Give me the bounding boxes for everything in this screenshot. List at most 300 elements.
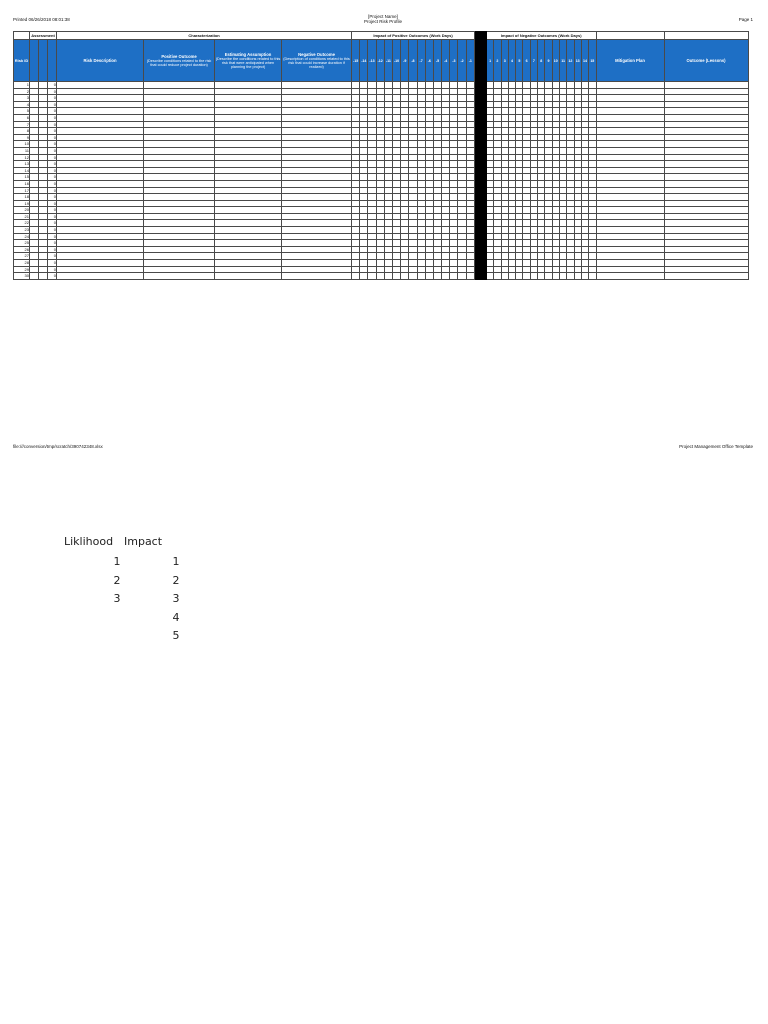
table-cell[interactable]	[559, 253, 566, 260]
table-cell[interactable]	[450, 108, 458, 115]
table-cell[interactable]	[30, 187, 39, 194]
table-cell[interactable]	[425, 194, 433, 201]
table-cell[interactable]	[574, 194, 581, 201]
table-cell[interactable]	[501, 154, 508, 161]
table-cell[interactable]	[574, 260, 581, 267]
table-cell[interactable]	[589, 273, 596, 280]
table-cell[interactable]	[567, 194, 574, 201]
table-cell[interactable]	[215, 266, 282, 273]
table-cell[interactable]	[508, 95, 515, 102]
table-cell[interactable]	[376, 121, 384, 128]
table-cell[interactable]	[552, 220, 559, 227]
table-cell[interactable]	[538, 246, 545, 253]
table-cell[interactable]	[458, 246, 466, 253]
table-cell[interactable]	[589, 213, 596, 220]
table-cell[interactable]	[384, 233, 392, 240]
table-cell[interactable]	[433, 207, 441, 214]
table-cell[interactable]	[508, 88, 515, 95]
table-cell[interactable]	[486, 220, 493, 227]
table-cell[interactable]	[433, 101, 441, 108]
table-cell[interactable]	[442, 141, 450, 148]
table-cell[interactable]	[450, 147, 458, 154]
table-cell[interactable]	[57, 207, 144, 214]
table-cell[interactable]	[589, 246, 596, 253]
table-cell[interactable]	[530, 200, 537, 207]
table-cell[interactable]	[376, 180, 384, 187]
table-cell[interactable]	[425, 213, 433, 220]
table-cell[interactable]	[538, 167, 545, 174]
table-cell[interactable]	[368, 253, 376, 260]
table-cell[interactable]	[30, 233, 39, 240]
table-cell[interactable]	[384, 253, 392, 260]
table-cell[interactable]	[486, 180, 493, 187]
table-cell[interactable]	[538, 174, 545, 181]
table-cell[interactable]	[589, 95, 596, 102]
table-cell[interactable]	[368, 213, 376, 220]
table-cell[interactable]	[458, 82, 466, 89]
table-cell[interactable]	[501, 266, 508, 273]
table-cell[interactable]	[486, 213, 493, 220]
table-cell[interactable]	[574, 114, 581, 121]
table-cell[interactable]	[392, 213, 400, 220]
table-cell[interactable]	[530, 213, 537, 220]
table-cell[interactable]	[545, 174, 552, 181]
table-cell[interactable]	[596, 227, 664, 234]
table-cell[interactable]	[450, 95, 458, 102]
table-cell[interactable]	[384, 174, 392, 181]
table-cell[interactable]	[581, 174, 588, 181]
table-cell[interactable]	[530, 207, 537, 214]
table-cell[interactable]	[538, 108, 545, 115]
table-cell[interactable]	[384, 161, 392, 168]
table-cell[interactable]	[144, 266, 215, 273]
table-cell[interactable]	[552, 154, 559, 161]
table-cell[interactable]	[39, 128, 48, 135]
table-cell[interactable]	[384, 246, 392, 253]
table-cell[interactable]	[516, 273, 523, 280]
table-cell[interactable]	[392, 227, 400, 234]
table-cell[interactable]	[30, 174, 39, 181]
table-cell[interactable]	[508, 194, 515, 201]
table-cell[interactable]	[494, 194, 501, 201]
table-cell[interactable]	[664, 101, 748, 108]
table-cell[interactable]	[523, 253, 530, 260]
table-cell[interactable]	[384, 207, 392, 214]
table-cell[interactable]	[552, 114, 559, 121]
table-cell[interactable]	[559, 207, 566, 214]
table-cell[interactable]	[433, 273, 441, 280]
table-cell[interactable]	[494, 95, 501, 102]
table-cell[interactable]	[523, 187, 530, 194]
table-cell[interactable]	[352, 154, 360, 161]
table-cell[interactable]	[494, 187, 501, 194]
table-cell[interactable]	[409, 147, 417, 154]
table-cell[interactable]	[589, 88, 596, 95]
table-cell[interactable]	[30, 167, 39, 174]
table-cell[interactable]	[39, 174, 48, 181]
table-cell[interactable]	[360, 233, 368, 240]
table-cell[interactable]	[574, 200, 581, 207]
table-cell[interactable]	[144, 95, 215, 102]
table-cell[interactable]	[516, 246, 523, 253]
table-cell[interactable]	[552, 134, 559, 141]
table-cell[interactable]	[433, 167, 441, 174]
table-cell[interactable]	[392, 95, 400, 102]
table-cell[interactable]	[352, 141, 360, 148]
table-cell[interactable]	[589, 240, 596, 247]
table-cell[interactable]	[433, 134, 441, 141]
table-cell[interactable]	[545, 108, 552, 115]
table-cell[interactable]	[368, 167, 376, 174]
table-cell[interactable]	[360, 141, 368, 148]
table-cell[interactable]	[282, 240, 352, 247]
table-cell[interactable]	[530, 180, 537, 187]
table-cell[interactable]	[574, 88, 581, 95]
table-cell[interactable]	[596, 194, 664, 201]
table-cell[interactable]	[425, 101, 433, 108]
table-cell[interactable]	[501, 200, 508, 207]
table-cell[interactable]	[425, 134, 433, 141]
table-cell[interactable]	[442, 180, 450, 187]
table-cell[interactable]	[376, 154, 384, 161]
table-cell[interactable]	[57, 101, 144, 108]
table-cell[interactable]	[552, 200, 559, 207]
table-cell[interactable]	[409, 161, 417, 168]
table-cell[interactable]	[425, 161, 433, 168]
table-cell[interactable]	[392, 82, 400, 89]
table-cell[interactable]	[368, 134, 376, 141]
table-cell[interactable]	[360, 154, 368, 161]
table-cell[interactable]	[384, 167, 392, 174]
table-cell[interactable]	[442, 253, 450, 260]
table-cell[interactable]	[508, 128, 515, 135]
table-cell[interactable]	[384, 227, 392, 234]
table-cell[interactable]	[352, 88, 360, 95]
table-cell[interactable]	[538, 82, 545, 89]
table-cell[interactable]	[401, 161, 409, 168]
table-cell[interactable]	[384, 128, 392, 135]
table-cell[interactable]	[530, 161, 537, 168]
table-cell[interactable]	[39, 180, 48, 187]
table-cell[interactable]	[559, 240, 566, 247]
table-cell[interactable]	[450, 266, 458, 273]
table-cell[interactable]	[409, 200, 417, 207]
table-cell[interactable]	[664, 240, 748, 247]
table-cell[interactable]	[433, 82, 441, 89]
table-cell[interactable]	[581, 207, 588, 214]
table-cell[interactable]	[417, 180, 425, 187]
table-cell[interactable]	[664, 200, 748, 207]
table-cell[interactable]	[567, 161, 574, 168]
table-cell[interactable]	[508, 220, 515, 227]
table-cell[interactable]	[508, 114, 515, 121]
table-cell[interactable]	[39, 82, 48, 89]
table-cell[interactable]	[458, 200, 466, 207]
table-cell[interactable]	[552, 213, 559, 220]
table-cell[interactable]	[486, 207, 493, 214]
table-cell[interactable]	[450, 253, 458, 260]
table-cell[interactable]	[574, 82, 581, 89]
table-cell[interactable]	[384, 266, 392, 273]
table-cell[interactable]	[442, 233, 450, 240]
table-cell[interactable]	[486, 253, 493, 260]
table-cell[interactable]	[552, 121, 559, 128]
table-cell[interactable]	[466, 227, 474, 234]
table-cell[interactable]	[494, 121, 501, 128]
table-cell[interactable]	[144, 174, 215, 181]
table-cell[interactable]	[352, 147, 360, 154]
table-cell[interactable]	[545, 253, 552, 260]
table-cell[interactable]	[352, 194, 360, 201]
table-cell[interactable]	[433, 233, 441, 240]
table-cell[interactable]	[433, 154, 441, 161]
table-cell[interactable]	[352, 180, 360, 187]
table-cell[interactable]	[450, 246, 458, 253]
table-cell[interactable]	[589, 161, 596, 168]
table-cell[interactable]	[523, 147, 530, 154]
table-cell[interactable]	[552, 227, 559, 234]
table-cell[interactable]	[425, 180, 433, 187]
table-cell[interactable]	[144, 167, 215, 174]
table-cell[interactable]	[215, 246, 282, 253]
table-cell[interactable]	[494, 213, 501, 220]
table-cell[interactable]	[360, 95, 368, 102]
table-cell[interactable]	[530, 194, 537, 201]
table-cell[interactable]	[384, 240, 392, 247]
table-cell[interactable]	[442, 154, 450, 161]
table-cell[interactable]	[559, 88, 566, 95]
table-cell[interactable]	[215, 200, 282, 207]
table-cell[interactable]	[494, 147, 501, 154]
table-cell[interactable]	[501, 147, 508, 154]
table-cell[interactable]	[144, 207, 215, 214]
table-cell[interactable]	[215, 128, 282, 135]
table-cell[interactable]	[215, 114, 282, 121]
table-cell[interactable]	[567, 121, 574, 128]
table-cell[interactable]	[501, 108, 508, 115]
table-cell[interactable]	[401, 174, 409, 181]
table-cell[interactable]	[516, 167, 523, 174]
table-cell[interactable]	[450, 227, 458, 234]
table-cell[interactable]	[425, 246, 433, 253]
table-cell[interactable]	[559, 128, 566, 135]
table-cell[interactable]	[581, 121, 588, 128]
table-cell[interactable]	[589, 200, 596, 207]
table-cell[interactable]	[545, 273, 552, 280]
table-cell[interactable]	[538, 88, 545, 95]
table-cell[interactable]	[450, 134, 458, 141]
table-cell[interactable]	[282, 88, 352, 95]
table-cell[interactable]	[368, 161, 376, 168]
table-cell[interactable]	[39, 141, 48, 148]
table-cell[interactable]	[466, 187, 474, 194]
table-cell[interactable]	[596, 167, 664, 174]
table-cell[interactable]	[567, 174, 574, 181]
table-cell[interactable]	[368, 114, 376, 121]
table-cell[interactable]	[376, 260, 384, 267]
table-cell[interactable]	[589, 82, 596, 89]
table-cell[interactable]	[530, 88, 537, 95]
table-cell[interactable]	[417, 246, 425, 253]
table-cell[interactable]	[360, 240, 368, 247]
table-cell[interactable]	[508, 207, 515, 214]
table-cell[interactable]	[376, 88, 384, 95]
table-cell[interactable]	[57, 95, 144, 102]
table-cell[interactable]	[581, 253, 588, 260]
table-cell[interactable]	[57, 114, 144, 121]
table-cell[interactable]	[596, 147, 664, 154]
table-cell[interactable]	[559, 114, 566, 121]
table-cell[interactable]	[417, 174, 425, 181]
table-cell[interactable]	[450, 233, 458, 240]
table-cell[interactable]	[282, 108, 352, 115]
table-cell[interactable]	[57, 121, 144, 128]
table-cell[interactable]	[282, 101, 352, 108]
table-cell[interactable]	[392, 266, 400, 273]
table-cell[interactable]	[433, 187, 441, 194]
table-cell[interactable]	[376, 233, 384, 240]
table-cell[interactable]	[215, 147, 282, 154]
table-cell[interactable]	[360, 207, 368, 214]
table-cell[interactable]	[581, 154, 588, 161]
table-cell[interactable]	[409, 88, 417, 95]
table-cell[interactable]	[596, 154, 664, 161]
table-cell[interactable]	[508, 273, 515, 280]
table-cell[interactable]	[392, 207, 400, 214]
table-cell[interactable]	[384, 200, 392, 207]
table-cell[interactable]	[538, 240, 545, 247]
table-cell[interactable]	[409, 174, 417, 181]
table-cell[interactable]	[450, 154, 458, 161]
table-cell[interactable]	[494, 273, 501, 280]
table-cell[interactable]	[567, 134, 574, 141]
table-cell[interactable]	[417, 227, 425, 234]
table-cell[interactable]	[664, 187, 748, 194]
table-cell[interactable]	[567, 128, 574, 135]
table-cell[interactable]	[442, 147, 450, 154]
table-cell[interactable]	[425, 95, 433, 102]
table-cell[interactable]	[144, 273, 215, 280]
table-cell[interactable]	[559, 180, 566, 187]
table-cell[interactable]	[458, 154, 466, 161]
table-cell[interactable]	[664, 227, 748, 234]
table-cell[interactable]	[442, 161, 450, 168]
table-cell[interactable]	[433, 108, 441, 115]
table-cell[interactable]	[523, 88, 530, 95]
table-cell[interactable]	[368, 240, 376, 247]
table-cell[interactable]	[596, 240, 664, 247]
table-cell[interactable]	[425, 154, 433, 161]
table-cell[interactable]	[368, 194, 376, 201]
table-cell[interactable]	[144, 200, 215, 207]
table-cell[interactable]	[57, 253, 144, 260]
table-cell[interactable]	[352, 121, 360, 128]
table-cell[interactable]	[596, 121, 664, 128]
table-cell[interactable]	[57, 266, 144, 273]
table-cell[interactable]	[494, 108, 501, 115]
table-cell[interactable]	[523, 240, 530, 247]
table-cell[interactable]	[516, 227, 523, 234]
table-cell[interactable]	[30, 227, 39, 234]
table-cell[interactable]	[360, 227, 368, 234]
table-cell[interactable]	[409, 220, 417, 227]
table-cell[interactable]	[458, 194, 466, 201]
table-cell[interactable]	[581, 260, 588, 267]
table-cell[interactable]	[466, 246, 474, 253]
table-cell[interactable]	[567, 253, 574, 260]
table-cell[interactable]	[574, 154, 581, 161]
table-cell[interactable]	[401, 227, 409, 234]
table-cell[interactable]	[596, 128, 664, 135]
table-cell[interactable]	[215, 207, 282, 214]
table-cell[interactable]	[530, 220, 537, 227]
table-cell[interactable]	[516, 253, 523, 260]
table-cell[interactable]	[458, 161, 466, 168]
table-cell[interactable]	[417, 187, 425, 194]
table-cell[interactable]	[360, 167, 368, 174]
table-cell[interactable]	[589, 174, 596, 181]
table-cell[interactable]	[368, 101, 376, 108]
table-cell[interactable]	[494, 246, 501, 253]
table-cell[interactable]	[596, 180, 664, 187]
table-cell[interactable]	[664, 82, 748, 89]
table-cell[interactable]	[559, 273, 566, 280]
table-cell[interactable]	[39, 161, 48, 168]
table-cell[interactable]	[559, 101, 566, 108]
table-cell[interactable]	[664, 161, 748, 168]
table-cell[interactable]	[368, 200, 376, 207]
table-cell[interactable]	[360, 260, 368, 267]
table-cell[interactable]	[442, 227, 450, 234]
table-cell[interactable]	[144, 128, 215, 135]
table-cell[interactable]	[596, 220, 664, 227]
table-cell[interactable]	[516, 134, 523, 141]
table-cell[interactable]	[530, 273, 537, 280]
table-cell[interactable]	[530, 101, 537, 108]
table-cell[interactable]	[589, 220, 596, 227]
table-cell[interactable]	[567, 108, 574, 115]
table-cell[interactable]	[508, 240, 515, 247]
table-cell[interactable]	[360, 246, 368, 253]
table-cell[interactable]	[352, 114, 360, 121]
table-cell[interactable]	[552, 101, 559, 108]
table-cell[interactable]	[559, 246, 566, 253]
table-cell[interactable]	[458, 253, 466, 260]
table-cell[interactable]	[392, 200, 400, 207]
table-cell[interactable]	[401, 187, 409, 194]
table-cell[interactable]	[384, 260, 392, 267]
table-cell[interactable]	[409, 246, 417, 253]
table-cell[interactable]	[384, 88, 392, 95]
table-cell[interactable]	[486, 88, 493, 95]
table-cell[interactable]	[516, 121, 523, 128]
table-cell[interactable]	[450, 174, 458, 181]
table-cell[interactable]	[57, 174, 144, 181]
table-cell[interactable]	[30, 246, 39, 253]
table-cell[interactable]	[409, 266, 417, 273]
table-cell[interactable]	[57, 187, 144, 194]
table-cell[interactable]	[442, 273, 450, 280]
table-cell[interactable]	[57, 147, 144, 154]
table-cell[interactable]	[57, 167, 144, 174]
table-cell[interactable]	[352, 134, 360, 141]
table-cell[interactable]	[30, 82, 39, 89]
table-cell[interactable]	[384, 114, 392, 121]
table-cell[interactable]	[30, 207, 39, 214]
table-cell[interactable]	[417, 253, 425, 260]
table-cell[interactable]	[433, 128, 441, 135]
table-cell[interactable]	[458, 167, 466, 174]
